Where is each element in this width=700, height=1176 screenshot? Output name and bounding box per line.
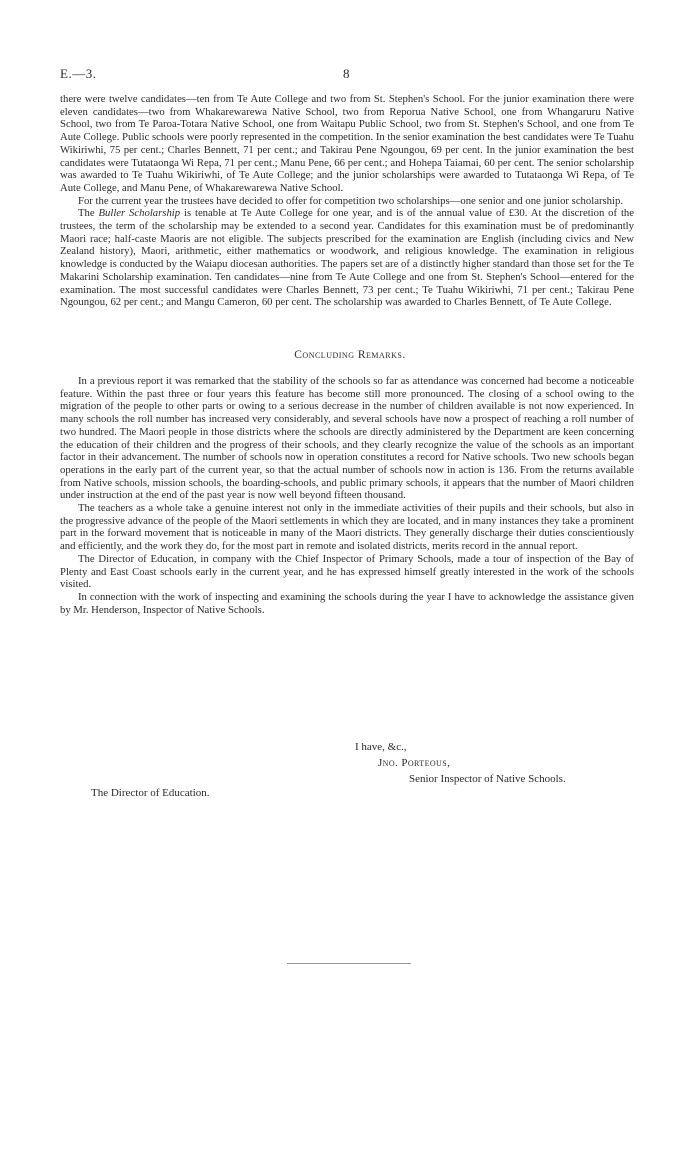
concluding-remarks-section [60,375,634,616]
section-heading: Concluding Remarks. [294,349,406,361]
page-number: 8 [343,66,350,81]
paragraph-candidates: there were twelve candidates—ten from Te Aute College and two from St. Stephen's School. For the junior examination there were eleven candidates—two from Whakarewarewa Native School, two from Reporua Native School, one from Whangaruru Native School, two from Te Paroa-Totara Native School, one from Waitapu Public School, two from St. Stephen's School, and one from Te Aute College. Public schools were poorly represented in the competition. In the senior examination the best candidates were Te Tuahu Wikiriwhi, 75 per cent.; Charles Bennett, 71 per cent.; and Takirau Pene Ngoungou, 69 per cent. In the junior examination the best candidates were Tutataonga Wi Repa, 71 per cent.; Manu Pene, 66 per cent.; and Hohepa Taiamai, 60 per cent. The senior scholarship was awarded to Te Tuahu Wikiriwhi, of Te Aute College; and the junior scholarships were awarded to Tutataonga Wi Repa, of Te Aute College, and Manu Pene, of Whakarewarewa Native School. [60,93,634,194]
buller-body: is tenable at Te Aute College for one year, and is of the annual value of £30. At the discretion of the trustees, the term of the scholarship may be extended to a second year. Candidates for this examination must be of predominantly Maori race; half-caste Maoris are not eligible. The subjects prescribed for the examination are English (including civics and New Zealand history), Maori, arithmetic, either mathematics or woodwork, and religious knowledge. The examination in religious knowledge is conducted by the Waiapu diocesan authorities. The papers set are of a distinctly higher standard than those set for the Te Makarini Scholarship examination. Ten candidates—nine from Te Aute College and one from St. Stephen's School—entered for the examination. The most successful candidates were Charles Bennett, 73 per cent.; Te Tuahu Wikiriwhi, 71 per cent.; Takirau Pene Ngoungou, 62 per cent.; and Mangu Cameron, 60 per cent. The scholarship was awarded to Charles Bennett, of Te Aute College. [60,207,635,309]
paragraph-acknowledgement: In connection with the work of inspecting and examining the schools during the year I have to acknowledge the assistance given by Mr. Henderson, Inspector of Native Schools. [60,590,634,616]
buller-pre: The [78,207,99,220]
buller-scholarship-title: Buller Scholarship [98,207,181,220]
paragraph-current-year: For the current year the trustees have decided to offer for competition two scholarships—one senior and one junior scholarship. [78,194,624,207]
paragraph-teachers: The teachers as a whole take a genuine interest not only in the immediate activities of their pupils and their schools, but also in the progressive advance of the people of the Maori settlements in which they are located, and in many instances they take a prominent part in the forward movement that is noticeable in many of the Maori districts. They generally discharge their duties conscientiously and efficiently, and the work they do, for the most part in remote and isolated districts, merits record in the annual report. [60,502,634,553]
signature-title: Senior Inspector of Native Schools. [409,773,566,785]
paragraph-buller-scholarship [60,207,634,309]
signature-closing: I have, &c., [355,741,407,753]
signature-name: Jno. Porteous, [378,757,451,769]
addressee: The Director of Education. [91,787,210,799]
page-header [60,66,640,82]
paragraph-director-tour: The Director of Education, in company with the Chief Inspector of Primary Schools, made a tour of inspection of the Bay of Plenty and East Coast schools early in the current year, and he has expressed himself greatly interested in the work of the schools visited. [60,552,634,591]
closing-rule [287,963,411,964]
report-reference: E.—3. [60,66,97,81]
scholarship-section [60,93,634,309]
paragraph-stability: In a previous report it was remarked that the stability of the schools so far as attendance was concerned had become a noticeable feature. Within the past three or four years this feature has become still more pronounced. The closing of a school owing to the migration of the people to other parts or owing to a serious decrease in the number of children available is not now experienced. In many schools the roll number has increased very considerably, and several schools have now a prospect of reaching a roll number of two hundred. The Maori people in those districts where the schools are directly administered by the Department are keen concerning the education of their children and the progress of their schools, and they clearly recognize the value of the schools as an important factor in their advancement. The number of schools now in operation constitutes a record for Native schools. Two new schools began operations in the early part of the current year, so that the actual number of schools now in action is 136. From the returns available from Native schools, mission schools, the boarding-schools, and public primary schools, it appears that the number of Maori children under instruction at the end of the past year is now well beyond fifteen thousand. [60,375,634,502]
